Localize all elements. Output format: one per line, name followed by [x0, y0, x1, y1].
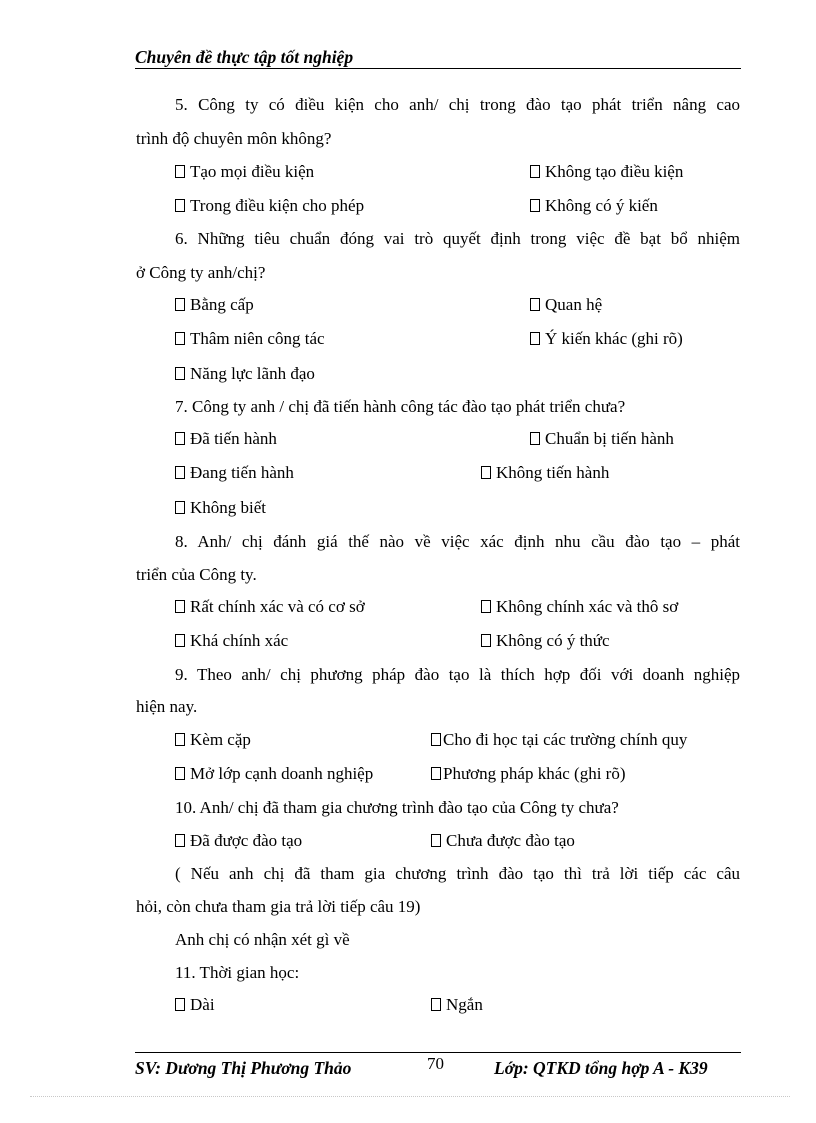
checkbox-icon[interactable] [530, 298, 540, 311]
q5-line2: trình độ chuyên môn không? [136, 129, 332, 148]
q5-option-4[interactable]: Không có ý kiến [530, 189, 658, 223]
footer-class: Lớp: QTKD tổng hợp A - K39 [494, 1058, 708, 1078]
checkbox-icon[interactable] [175, 332, 185, 345]
q8-option-1[interactable]: Rất chính xác và có cơ sở [175, 590, 365, 624]
note-line2: hỏi, còn chưa tham gia trả lời tiếp câu 19) [136, 897, 421, 916]
q8-option-4[interactable]: Không có ý thức [481, 624, 610, 658]
page-bottom-dotted-line [30, 1096, 790, 1097]
q7-option-3[interactable]: Đang tiến hành [175, 456, 294, 490]
q10-line1: 10. Anh/ chị đã tham gia chương trình đào tạo của Công ty chưa? [175, 798, 619, 817]
q9-option-4[interactable]: Phương pháp khác (ghi rõ) [431, 757, 626, 791]
checkbox-icon[interactable] [530, 332, 540, 345]
checkbox-icon[interactable] [175, 834, 185, 847]
checkbox-icon[interactable] [431, 834, 441, 847]
q11-option-2[interactable]: Ngắn [431, 988, 483, 1022]
checkbox-icon[interactable] [175, 501, 185, 514]
footer-student: SV: Dương Thị Phương Thảo [135, 1058, 352, 1078]
checkbox-icon[interactable] [175, 998, 185, 1011]
q5-option-3[interactable]: Trong điều kiện cho phép [175, 189, 364, 223]
q9-line1: 9. Theo anh/ chị phương pháp đào tạo là thích hợp đối với doanh nghiệp [175, 665, 740, 684]
q5-option-1[interactable]: Tạo mọi điều kiện [175, 155, 314, 189]
q6-line2: ở Công ty anh/chị? [136, 263, 266, 282]
checkbox-icon[interactable] [530, 432, 540, 445]
note-line1: ( Nếu anh chị đã tham gia chương trình đào tạo thì trả lời tiếp các câu [175, 864, 740, 883]
intro-text: Anh chị có nhận xét gì về [175, 930, 350, 949]
q9-option-2[interactable]: Cho đi học tại các trường chính quy [431, 723, 687, 757]
q6-option-5[interactable]: Năng lực lãnh đạo [175, 357, 315, 391]
q6-option-1[interactable]: Bằng cấp [175, 288, 254, 322]
checkbox-icon[interactable] [175, 466, 185, 479]
q7-option-4[interactable]: Không tiến hành [481, 456, 609, 490]
page-number: 70 [427, 1054, 444, 1073]
checkbox-icon[interactable] [481, 466, 491, 479]
q5-line1: 5. Công ty có điều kiện cho anh/ chị trong đào tạo phát triển nâng cao [175, 95, 740, 114]
q7-option-1[interactable]: Đã tiến hành [175, 422, 277, 456]
q11-line1: 11. Thời gian học: [175, 963, 300, 982]
q10-option-1[interactable]: Đã được đào tạo [175, 824, 302, 858]
q7-line1: 7. Công ty anh / chị đã tiến hành công tác đào tạo phát triển chưa? [175, 397, 626, 416]
q6-line1: 6. Những tiêu chuẩn đóng vai trò quyết định trong việc đề bạt bổ nhiệm [175, 229, 740, 248]
checkbox-icon[interactable] [175, 733, 185, 746]
checkbox-icon[interactable] [175, 600, 185, 613]
checkbox-icon[interactable] [431, 998, 441, 1011]
checkbox-icon[interactable] [431, 767, 441, 780]
checkbox-icon[interactable] [431, 733, 441, 746]
page-header [135, 46, 741, 69]
checkbox-icon[interactable] [175, 767, 185, 780]
checkbox-icon[interactable] [481, 634, 491, 647]
checkbox-icon[interactable] [175, 199, 185, 212]
checkbox-icon[interactable] [530, 199, 540, 212]
q5-option-2[interactable]: Không tạo điều kiện [530, 155, 683, 189]
q9-line2: hiện nay. [136, 697, 198, 716]
q10-option-2[interactable]: Chưa được đào tạo [431, 824, 575, 858]
q6-option-4[interactable]: Ý kiến khác (ghi rõ) [530, 322, 683, 356]
checkbox-icon[interactable] [175, 165, 185, 178]
q6-option-2[interactable]: Quan hệ [530, 288, 602, 322]
q9-option-1[interactable]: Kèm cặp [175, 723, 251, 757]
q8-line2: triển của Công ty. [136, 565, 257, 584]
q6-option-3[interactable]: Thâm niên công tác [175, 322, 325, 356]
q8-option-2[interactable]: Không chính xác và thô sơ [481, 590, 678, 624]
q8-line1: 8. Anh/ chị đánh giá thế nào về việc xác định nhu cầu đào tạo – phát [175, 532, 740, 551]
checkbox-icon[interactable] [175, 367, 185, 380]
checkbox-icon[interactable] [481, 600, 491, 613]
q11-option-1[interactable]: Dài [175, 988, 215, 1022]
checkbox-icon[interactable] [530, 165, 540, 178]
checkbox-icon[interactable] [175, 432, 185, 445]
header-title: Chuyên đề thực tập tốt nghiệp [135, 47, 354, 67]
q7-option-2[interactable]: Chuẩn bị tiến hành [530, 422, 674, 456]
q9-option-3[interactable]: Mở lớp cạnh doanh nghiệp [175, 757, 373, 791]
checkbox-icon[interactable] [175, 634, 185, 647]
q8-option-3[interactable]: Khá chính xác [175, 624, 288, 658]
checkbox-icon[interactable] [175, 298, 185, 311]
q7-option-5[interactable]: Không biết [175, 491, 266, 525]
